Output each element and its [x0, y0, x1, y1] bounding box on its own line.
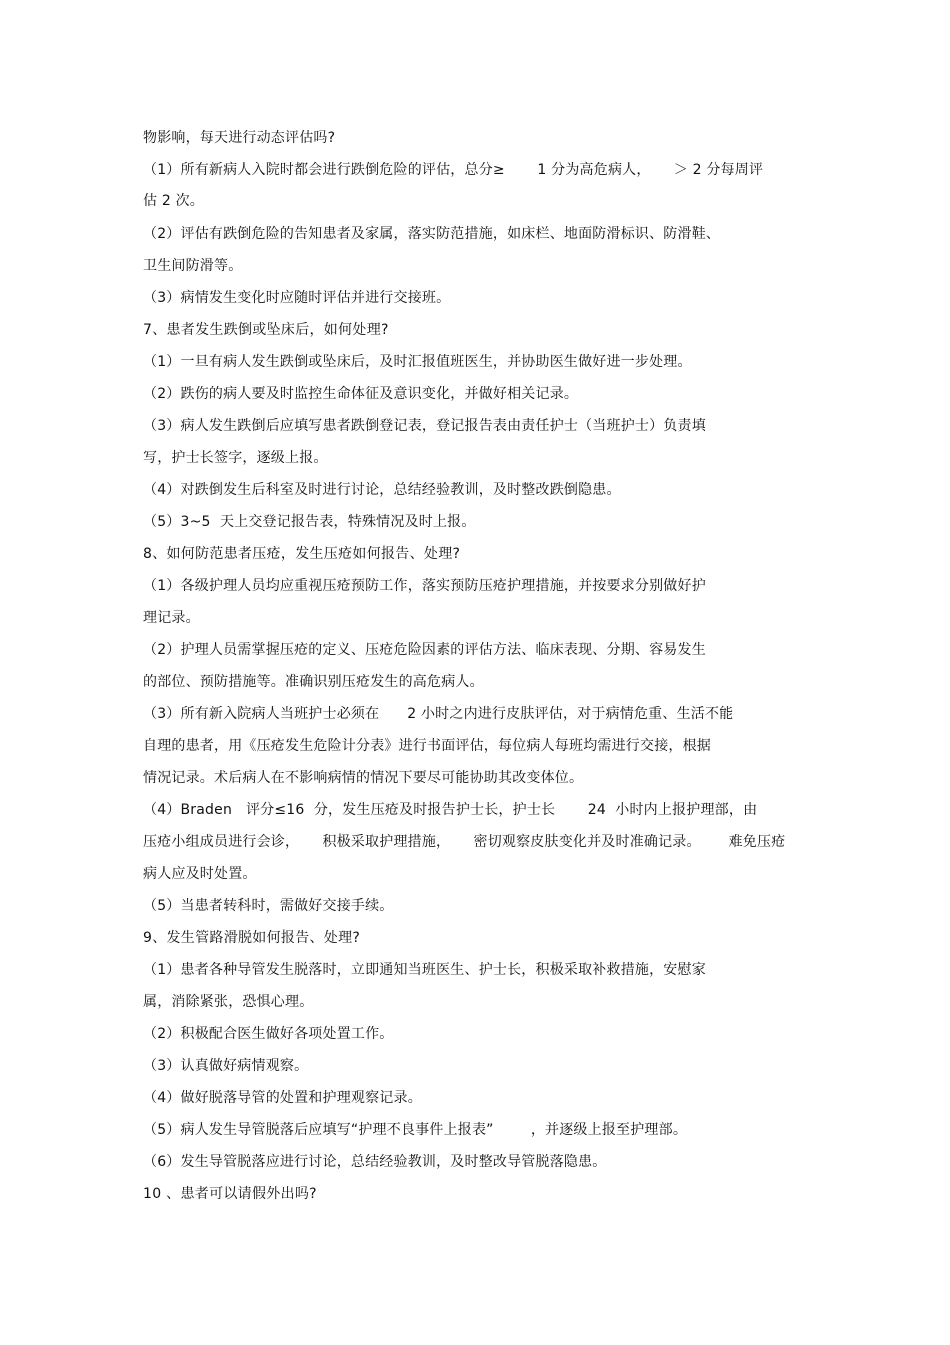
text-line: 病人应及时处置。: [143, 866, 257, 882]
text-line: （2）评估有跌倒危险的告知患者及家属，落实防范措施，如床栏、地面防滑标识、防滑鞋、: [143, 226, 721, 242]
text-line: （4）Braden 评分≤16 分，发生压疮及时报告护士长，护士长 24 小时内上报护理部，由: [143, 802, 758, 818]
text-line: （5）3~5 天上交登记报告表，特殊情况及时上报。: [143, 514, 476, 530]
text-line: 写，护士长签字，逐级上报。: [143, 450, 328, 466]
text-line: 估 2 次。: [143, 193, 205, 209]
text-line: 卫生间防滑等。: [143, 258, 243, 274]
section-heading: 10 、患者可以请假外出吗?: [143, 1186, 317, 1202]
text-line: （2）跌伤的病人要及时监控生命体征及意识变化，并做好相关记录。: [143, 386, 579, 402]
text-line: （3）病情发生变化时应随时评估并进行交接班。: [143, 290, 451, 306]
text-line: （4）对跌倒发生后科室及时进行讨论，总结经验教训，及时整改跌倒隐患。: [143, 482, 621, 498]
text-line: 情况记录。术后病人在不影响病情的情况下要尽可能协助其改变体位。: [143, 770, 584, 786]
text-line: 的部位、预防措施等。准确识别压疮发生的高危病人。: [143, 674, 484, 690]
text-line: 属，消除紧张，恐惧心理。: [143, 994, 314, 1010]
text-line: 压疮小组成员进行会诊， 积极采取护理措施， 密切观察皮肤变化并及时准确记录。 难免压疮: [143, 834, 786, 850]
text-line: （1）各级护理人员均应重视压疮预防工作，落实预防压疮护理措施，并按要求分别做好护: [143, 578, 706, 594]
text-line: （6）发生导管脱落应进行讨论，总结经验教训，及时整改导管脱落隐患。: [143, 1154, 607, 1170]
text-line: （3）认真做好病情观察。: [143, 1058, 309, 1074]
text-line: （3）所有新入院病人当班护士必须在 2 小时之内进行皮肤评估，对于病情危重、生活不能: [143, 706, 734, 722]
text-line: （5）当患者转科时，需做好交接手续。: [143, 898, 394, 914]
text-line: （3）病人发生跌倒后应填写患者跌倒登记表，登记报告表由责任护士（当班护士）负责填: [143, 418, 706, 434]
text-line: （5）病人发生导管脱落后应填写“护理不良事件上报表” ，并逐级上报至护理部。: [143, 1122, 688, 1138]
text-line: （1）一旦有病人发生跌倒或坠床后，及时汇报值班医生，并协助医生做好进一步处理。: [143, 354, 692, 370]
text-line: （1）所有新病人入院时都会进行跌倒危险的评估，总分≥ 1 分为高危病人， ＞ 2 分每周评: [143, 162, 764, 178]
text-line: （4）做好脱落导管的处置和护理观察记录。: [143, 1090, 422, 1106]
text-line: （2）积极配合医生做好各项处置工作。: [143, 1026, 394, 1042]
text-line: （2）护理人员需掌握压疮的定义、压疮危险因素的评估方法、临床表现、分期、容易发生: [143, 642, 706, 658]
text-line: （1）患者各种导管发生脱落时，立即通知当班医生、护士长，积极采取补救措施，安慰家: [143, 962, 706, 978]
section-heading: 7、患者发生跌倒或坠床后，如何处理?: [143, 322, 389, 338]
section-heading: 8、如何防范患者压疮，发生压疮如何报告、处理?: [143, 546, 461, 562]
text-line: 物影响，每天进行动态评估吗?: [143, 130, 336, 146]
section-heading: 9、发生管路滑脱如何报告、处理?: [143, 930, 361, 946]
text-line: 自理的患者，用《压疮发生危险计分表》进行书面评估，每位病人每班均需进行交接，根据: [143, 738, 711, 754]
text-line: 理记录。: [143, 610, 200, 626]
